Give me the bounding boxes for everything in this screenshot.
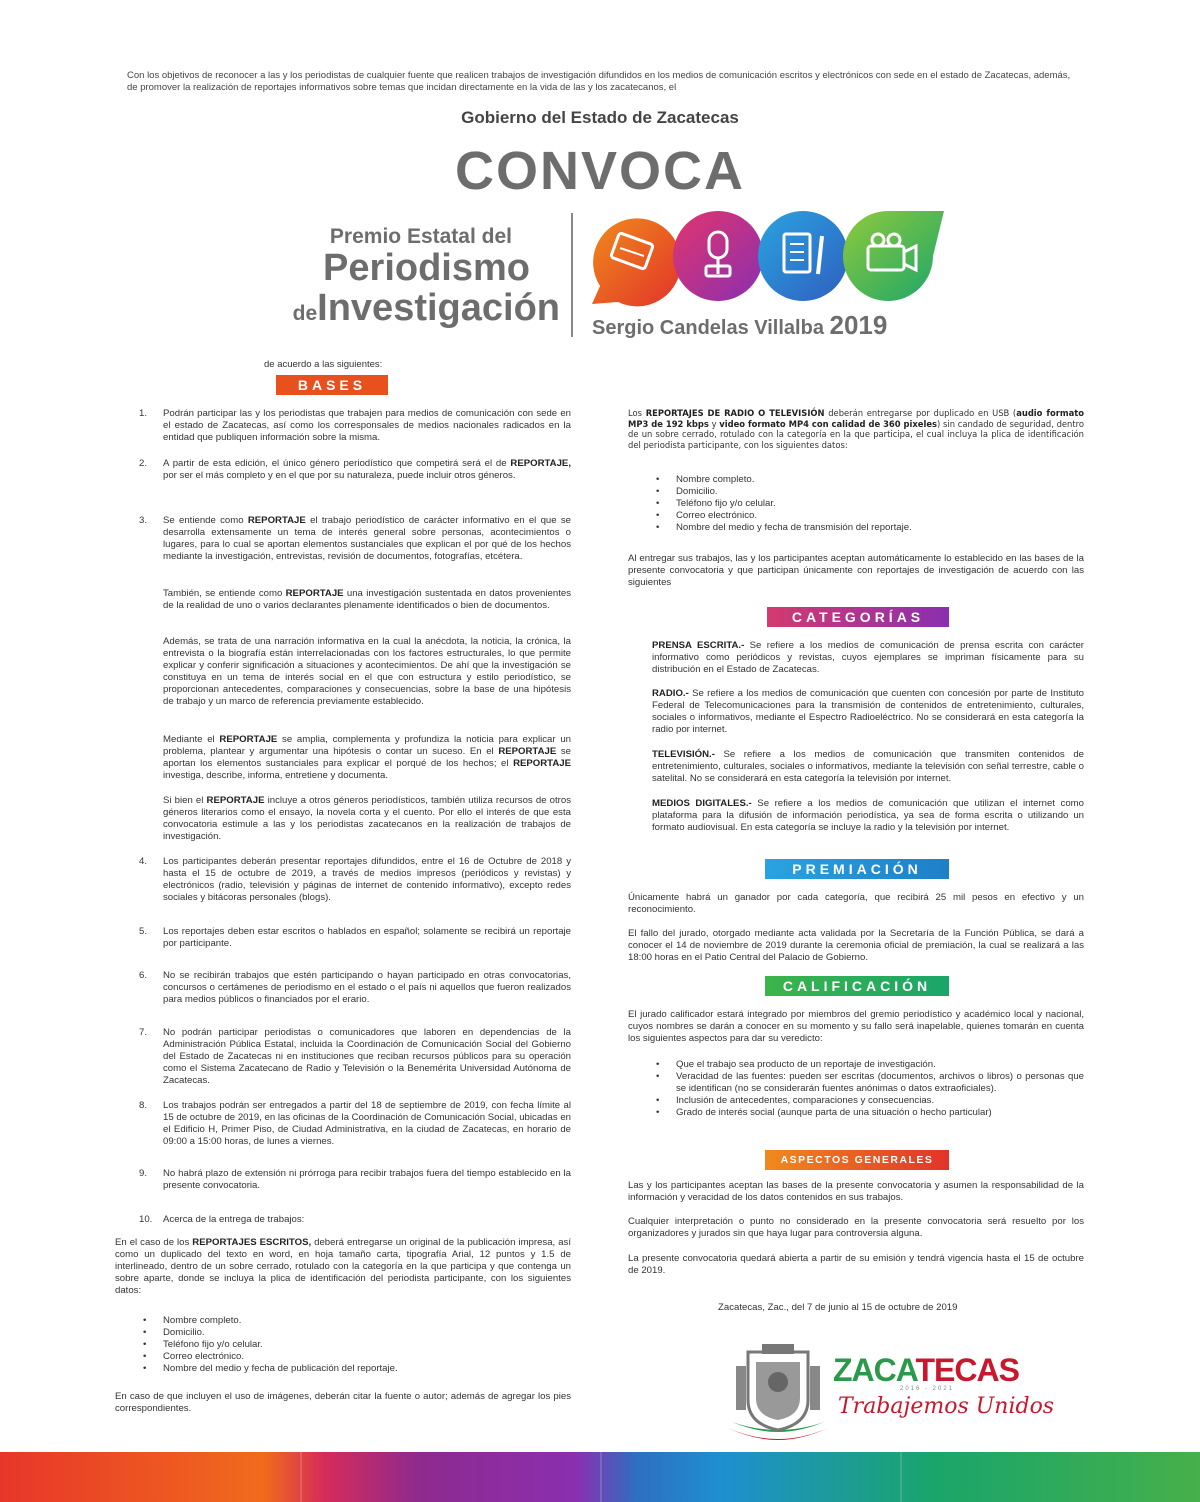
item-number: 9. (139, 1168, 148, 1179)
acuerdo-text: de acuerdo a las siguientes: (264, 359, 383, 370)
bold: TELEVISIÓN.- (652, 749, 715, 760)
base-8: Los trabajos podrán ser entregados a partir del 18 de septiembre de 2019, con fecha límite al 15 de octubre de 2019, en las oficinas de la Coordinación de Comunicación Social, ubicadas en el Edificio H, Primer Piso, de Ciudad Administrativa, en la ciudad de Zacatecas, en horario de 09:00 a 15:00 horas, de lunes a viernes. (163, 1100, 571, 1147)
aspectos-text-3: La presente convocatoria quedará abierta a partir de su emisión y tendrá vigencia hasta el 15 de octubre de 2019. (628, 1253, 1084, 1276)
item-number: 4. (139, 856, 148, 867)
bold: video formato MP4 con calidad de 360 pixeles (719, 418, 938, 429)
radio-tv-data-list (648, 474, 1068, 534)
item-number: 8. (139, 1100, 148, 1111)
categorias-tag: CATEGORÍAS (767, 607, 949, 627)
base-10: Acerca de la entrega de trabajos: (163, 1214, 305, 1225)
base-1: Podrán participar las y los periodistas que trabajen para medios de comunicación con sede en el estado de Zacatecas, así como los corresponsales de medios nacionales radicados en la entidad que publiquen información sobre la misma. (163, 408, 571, 443)
base-5: Los reportajes deben estar escritos o hablados en español; solamente se recibirá un reportaje por participante. (163, 926, 571, 949)
calificacion-list (648, 1059, 1084, 1119)
zacatecas-logo (833, 1352, 1019, 1389)
bold: PRENSA ESCRITA.- (652, 640, 745, 651)
calificacion-text: El jurado calificador estará integrado por miembros del gremio periodístico y académico local y nacional, cuyos nombres se darán a conocer en su momento y su fallo será inapelable, quienes tomarán en cuenta los siguientes aspectos para dar su veredicto: (628, 1009, 1084, 1044)
base-3-ademas: Además, se trata de una narración informativa en la cual la anécdota, la noticia, la crónica, la entrevista o la biografía están interrelacionadas con los factores estructurales, lo que permite explicar y conferir significación a situaciones y acontecimientos. De ahí que la investigación se constituya en un tema de interés social en el que con estructura y estilo periodístico, se proporcionan antecedentes, comparaciones y consecuencias, sobre la base de una hipótesis de trabajo y un marco de referencia previamente establecido. (163, 636, 571, 707)
base-3-tambien (163, 588, 571, 612)
list-item: • Veracidad de las fuentes: pueden ser escritas (documentos, archivos o libros) o personas que se identifican (no se considerarán fuentes anónimas o datos extraoficiales). (648, 1071, 1084, 1095)
bold: REPORTAJES ESCRITOS, (192, 1237, 312, 1248)
bold: REPORTAJE (219, 734, 278, 745)
text: incluye a otros géneros periodísticos, también utiliza recursos de otros géneros literarios como el ensayo, la novela corta y el cuento. Por ello el interés de que esta convocatoria estimule a las y los periodistas zacatecanos en la realización de trabajos de investigación. (163, 795, 571, 842)
item-number: 2. (139, 458, 148, 469)
premio-subtitle (592, 310, 887, 341)
text: Se refiere a los medios de comunicación que cuenten con concesión por parte de Instituto Federal de Telecomunicaciones para la transmisión de contenidos de entretenimiento, culturales, sociales o informativos, mediante el Espectro Radioeléctrico. No se considerará en esta categoría la radio por internet. (652, 688, 1084, 735)
base-3-bold: REPORTAJE (247, 515, 306, 526)
newspaper-icon (592, 218, 681, 306)
text: Si bien el (163, 795, 207, 806)
bold: audio formato MP3 de 192 kbps (628, 408, 1085, 429)
list-item: • Nombre completo. (648, 474, 1068, 486)
bold: REPORTAJE (206, 795, 265, 806)
media-badges (588, 208, 948, 308)
premio-line-1: Premio Estatal del (329, 225, 512, 248)
premiacion-text-1: Únicamente habrá un ganador por cada categoría, que recibirá 25 mil pesos en efectivo y un reconocimiento. (628, 892, 1084, 915)
list-item: • Que el trabajo sea producto de un reportaje de investigación. (648, 1059, 1084, 1071)
bold: MEDIOS DIGITALES.- (652, 798, 752, 809)
base-7: No podrán participar periodistas o comunicadores que laboren en dependencias de la Administración Pública Estatal, incluida la Coordinación de Comunicación Social del Gobierno del Estado de Zacatecas ni en instituciones que reciban recursos públicos para su operación como el Sistema Zacatecano de Radio y Televisión o la Benemérita Universidad Autónoma de Zacatecas. (163, 1027, 571, 1086)
list-item: • Domicilio. (135, 1327, 555, 1339)
text: investiga, describe, informa, entretiene y documenta. (163, 769, 389, 781)
premio-line-3 (240, 286, 560, 329)
base-2 (163, 458, 571, 482)
premio-line-2: Periodismo (323, 247, 530, 289)
text: Se refiere a los medios de comunicación que utilizan el internet como plataforma para la difusión de información periodística, ya sea de forma escrita o utilizando un formato audiovisual. En esta categoría se incluye la radio y la televisión por internet. (652, 798, 1085, 833)
text: En el caso de los (115, 1237, 193, 1248)
premiacion-tag: PREMIACIÓN (765, 859, 949, 879)
bar-divider (300, 1452, 302, 1502)
item-number: 10. (139, 1214, 153, 1225)
premiacion-text-2: El fallo del jurado, otorgado mediante acta validada por la Secretaría de la Función Pública, se dará a conocer el 14 de noviembre de 2019 durante la ceremonia oficial de premiación, la cual se realizará a las 18:00 horas en el Patio Central del Palacio de Gobierno. (628, 928, 1084, 963)
base-3-text-c: el trabajo periodístico de carácter informativo en el que se desarrolla extensamente un tema de interés general sobre personas, acontecimientos o lugares, para lo cual se aportan elementos sustanciales que explican el por qué de los hechos mediante la investigación, entrevistas, revisión de documentos, fotografías, etcétera. (163, 515, 571, 562)
text: una investigación sustentada en datos provenientes de la realidad de uno o varios declarantes plenamente identificados o bien de documentos. (163, 588, 571, 611)
bold: REPORTAJE (513, 757, 571, 769)
item-number: 6. (139, 970, 148, 981)
logo-years: 2016 - 2021 (900, 1386, 955, 1392)
list-item: • Nombre completo. (135, 1315, 555, 1327)
text: Se refiere a los medios de comunicación de prensa escrita con carácter informativo como periódicos y revistas, cuyos ejemplares se impriman físicamente para su distribución en el Estado de Zacatecas. (652, 640, 1084, 675)
text: deberá entregarse un original de la publicación impresa, así como un duplicado del texto en word, en hoja tamaño carta, tipografía Arial, 12 puntos y 1.5 de interlineado, dentro de un sobre cerrado, rotulado con la categoría en la que participa y que contenga un sobre aparte, donde se incluya la plica de identificación del periodista participante, con los siguientes datos: (115, 1237, 571, 1296)
logo-slogan: Trabajemos Unidos (838, 1394, 1055, 1419)
bar-divider (900, 1452, 902, 1502)
premio-investigacion: Investigación (317, 286, 560, 329)
divider (571, 213, 573, 337)
gobierno-heading: Gobierno del Estado de Zacatecas (461, 108, 739, 127)
aspectos-text-1: Las y los participantes aceptan las bases de la presente convocatoria y asumen la responsabilidad de la información y veracidad de los datos contenidos en sus trabajos. (628, 1180, 1084, 1203)
list-item: • Correo electrónico. (135, 1351, 555, 1363)
bold: REPORTAJE (498, 745, 557, 757)
list-item: • Domicilio. (648, 486, 1068, 498)
escritos-data-list (135, 1315, 555, 1375)
list-item: • Nombre del medio y fecha de transmisión del reportaje. (648, 522, 1068, 534)
notepad-pen-icon (758, 211, 848, 301)
text: se aportan los elementos sustanciales para explicar el porqué de los hechos; el (163, 745, 571, 769)
text: Los (628, 408, 646, 418)
item-number: 5. (139, 926, 148, 937)
bold: REPORTAJES DE RADIO O TELEVISIÓN (645, 408, 825, 418)
list-item: • Teléfono fijo y/o celular. (648, 498, 1068, 510)
base-3-text-a: Se entiende como (163, 515, 248, 526)
base-9: No habrá plazo de extensión ni prórroga para recibir trabajos fuera del tiempo establecido en la presente convocatoria. (163, 1168, 571, 1191)
premio-de: de (292, 301, 318, 325)
aceptacion-text: Al entregar sus trabajos, las y los participantes aceptan automáticamente lo establecido en las bases de la presente convocatoria y que participan únicamente con reportajes de investigación de acuerdo con las siguientes (628, 553, 1084, 588)
base-3-mediante (163, 734, 571, 782)
calificacion-tag: CALIFICACIÓN (765, 976, 949, 996)
item-number: 1. (139, 408, 148, 419)
list-item: • Inclusión de antecedentes, comparaciones y consecuencias. (648, 1095, 1084, 1107)
item-number: 7. (139, 1027, 148, 1038)
microphone-icon (673, 211, 763, 301)
text: Se refiere a los medios de comunicación que transmiten contenidos de entretenimiento, culturales, sociales o informativos, mediante la televisión con señal terrestre, cable o satelital. No se considerará en esta categoría la televisión por internet. (652, 749, 1084, 784)
coat-of-arms-icon (722, 1340, 834, 1445)
premio-year: 2019 (829, 310, 888, 340)
base-10-escritos (115, 1237, 571, 1297)
categoria-radio (652, 688, 1084, 736)
bold: REPORTAJE (285, 588, 344, 599)
list-item: • Teléfono fijo y/o celular. (135, 1339, 555, 1351)
list-item: • Nombre del medio y fecha de publicación del reportaje. (135, 1363, 555, 1375)
base-2-bold: REPORTAJE, (510, 458, 571, 469)
text: deberán entregarse por duplicado en USB ( (824, 408, 1017, 418)
list-item: • Grado de interés social (aunque parta de una situación o hecho particular) (648, 1107, 1084, 1119)
text: y (708, 418, 720, 429)
base-2-text-a: A partir de esta edición, el único género periodístico que competirá será el de (163, 458, 511, 469)
text: se amplia, complementa y profundiza la noticia para explicar un problema, plantear y argumentar una hipótesis o contar un suceso. En el (163, 734, 571, 757)
intro-text: Con los objetivos de reconocer a las y los periodistas de cualquier fuente que realicen trabajos de investigación difundidos en los medios de comunicación escritos y electrónicos con sede en el estado de Zacatecas, además, de promover la realización de reportajes informativos sobre temas que incidan directamente en la vida de las y los zacatecanos, el (127, 70, 1071, 93)
text: ) sin candado de seguridad, dentro de un sobre cerrado, rotulado con la categoría en la que participa, el cual incluya la plica de identificación del periodista participante, con los siguientes datos: (628, 418, 1085, 450)
premio-title (240, 225, 560, 327)
list-item: • Correo electrónico. (648, 510, 1068, 522)
video-camera-icon (843, 211, 944, 301)
color-bar (0, 1452, 1200, 1502)
convoca-title: CONVOCA (454, 141, 745, 201)
logo-zaca: ZACA (833, 1352, 916, 1388)
base-2-text-c: por ser el más completo y en el que por su naturaleza, puede incluir otros géneros. (163, 469, 516, 481)
base-3 (163, 515, 571, 563)
fecha-lugar: Zacatecas, Zac., del 7 de junio al 15 de octubre de 2019 (718, 1302, 958, 1313)
base-3-sibien (163, 795, 571, 843)
item-number: 3. (139, 515, 148, 526)
aspectos-text-2: Cualquier interpretación o punto no considerado en la presente convocatoria será resuelto por los organizadores y jurados sin que haya lugar para controversia alguna. (628, 1216, 1084, 1239)
premio-honoree: Sergio Candelas Villalba (592, 317, 830, 339)
text: Mediante el (163, 734, 220, 745)
bases-tag: BASES (276, 375, 388, 395)
base-6: No se recibirán trabajos que estén participando o hayan participado en otras convocatorias, concursos o certámenes de periodismo en el estado o el país ni aquellos que fueron realizados para medios públicos o financiados por el erario. (163, 970, 571, 1005)
radio-tv-entrega (628, 408, 1084, 450)
categoria-television (652, 749, 1084, 785)
logo-tecas: TECAS (915, 1352, 1019, 1388)
categoria-prensa (652, 640, 1084, 676)
aspectos-tag: ASPECTOS GENERALES (765, 1150, 949, 1170)
imagenes-note: En caso de que incluyen el uso de imágenes, deberán citar la fuente o autor; además de agregar los pies correspondientes. (115, 1391, 571, 1414)
bold: RADIO.- (652, 688, 689, 699)
bar-divider (600, 1452, 602, 1502)
categoria-digitales (652, 798, 1084, 834)
base-4: Los participantes deberán presentar reportajes difundidos, entre el 16 de Octubre de 2018 y hasta el 15 de octubre de 2019, a través de medios impresos (periódicos y revistas) y electrónicos (radio, televisión y páginas de internet de contenido informativo), excepto redes sociales y bitácoras personales (blogs). (163, 856, 571, 903)
text: También, se entiende como (163, 588, 286, 599)
